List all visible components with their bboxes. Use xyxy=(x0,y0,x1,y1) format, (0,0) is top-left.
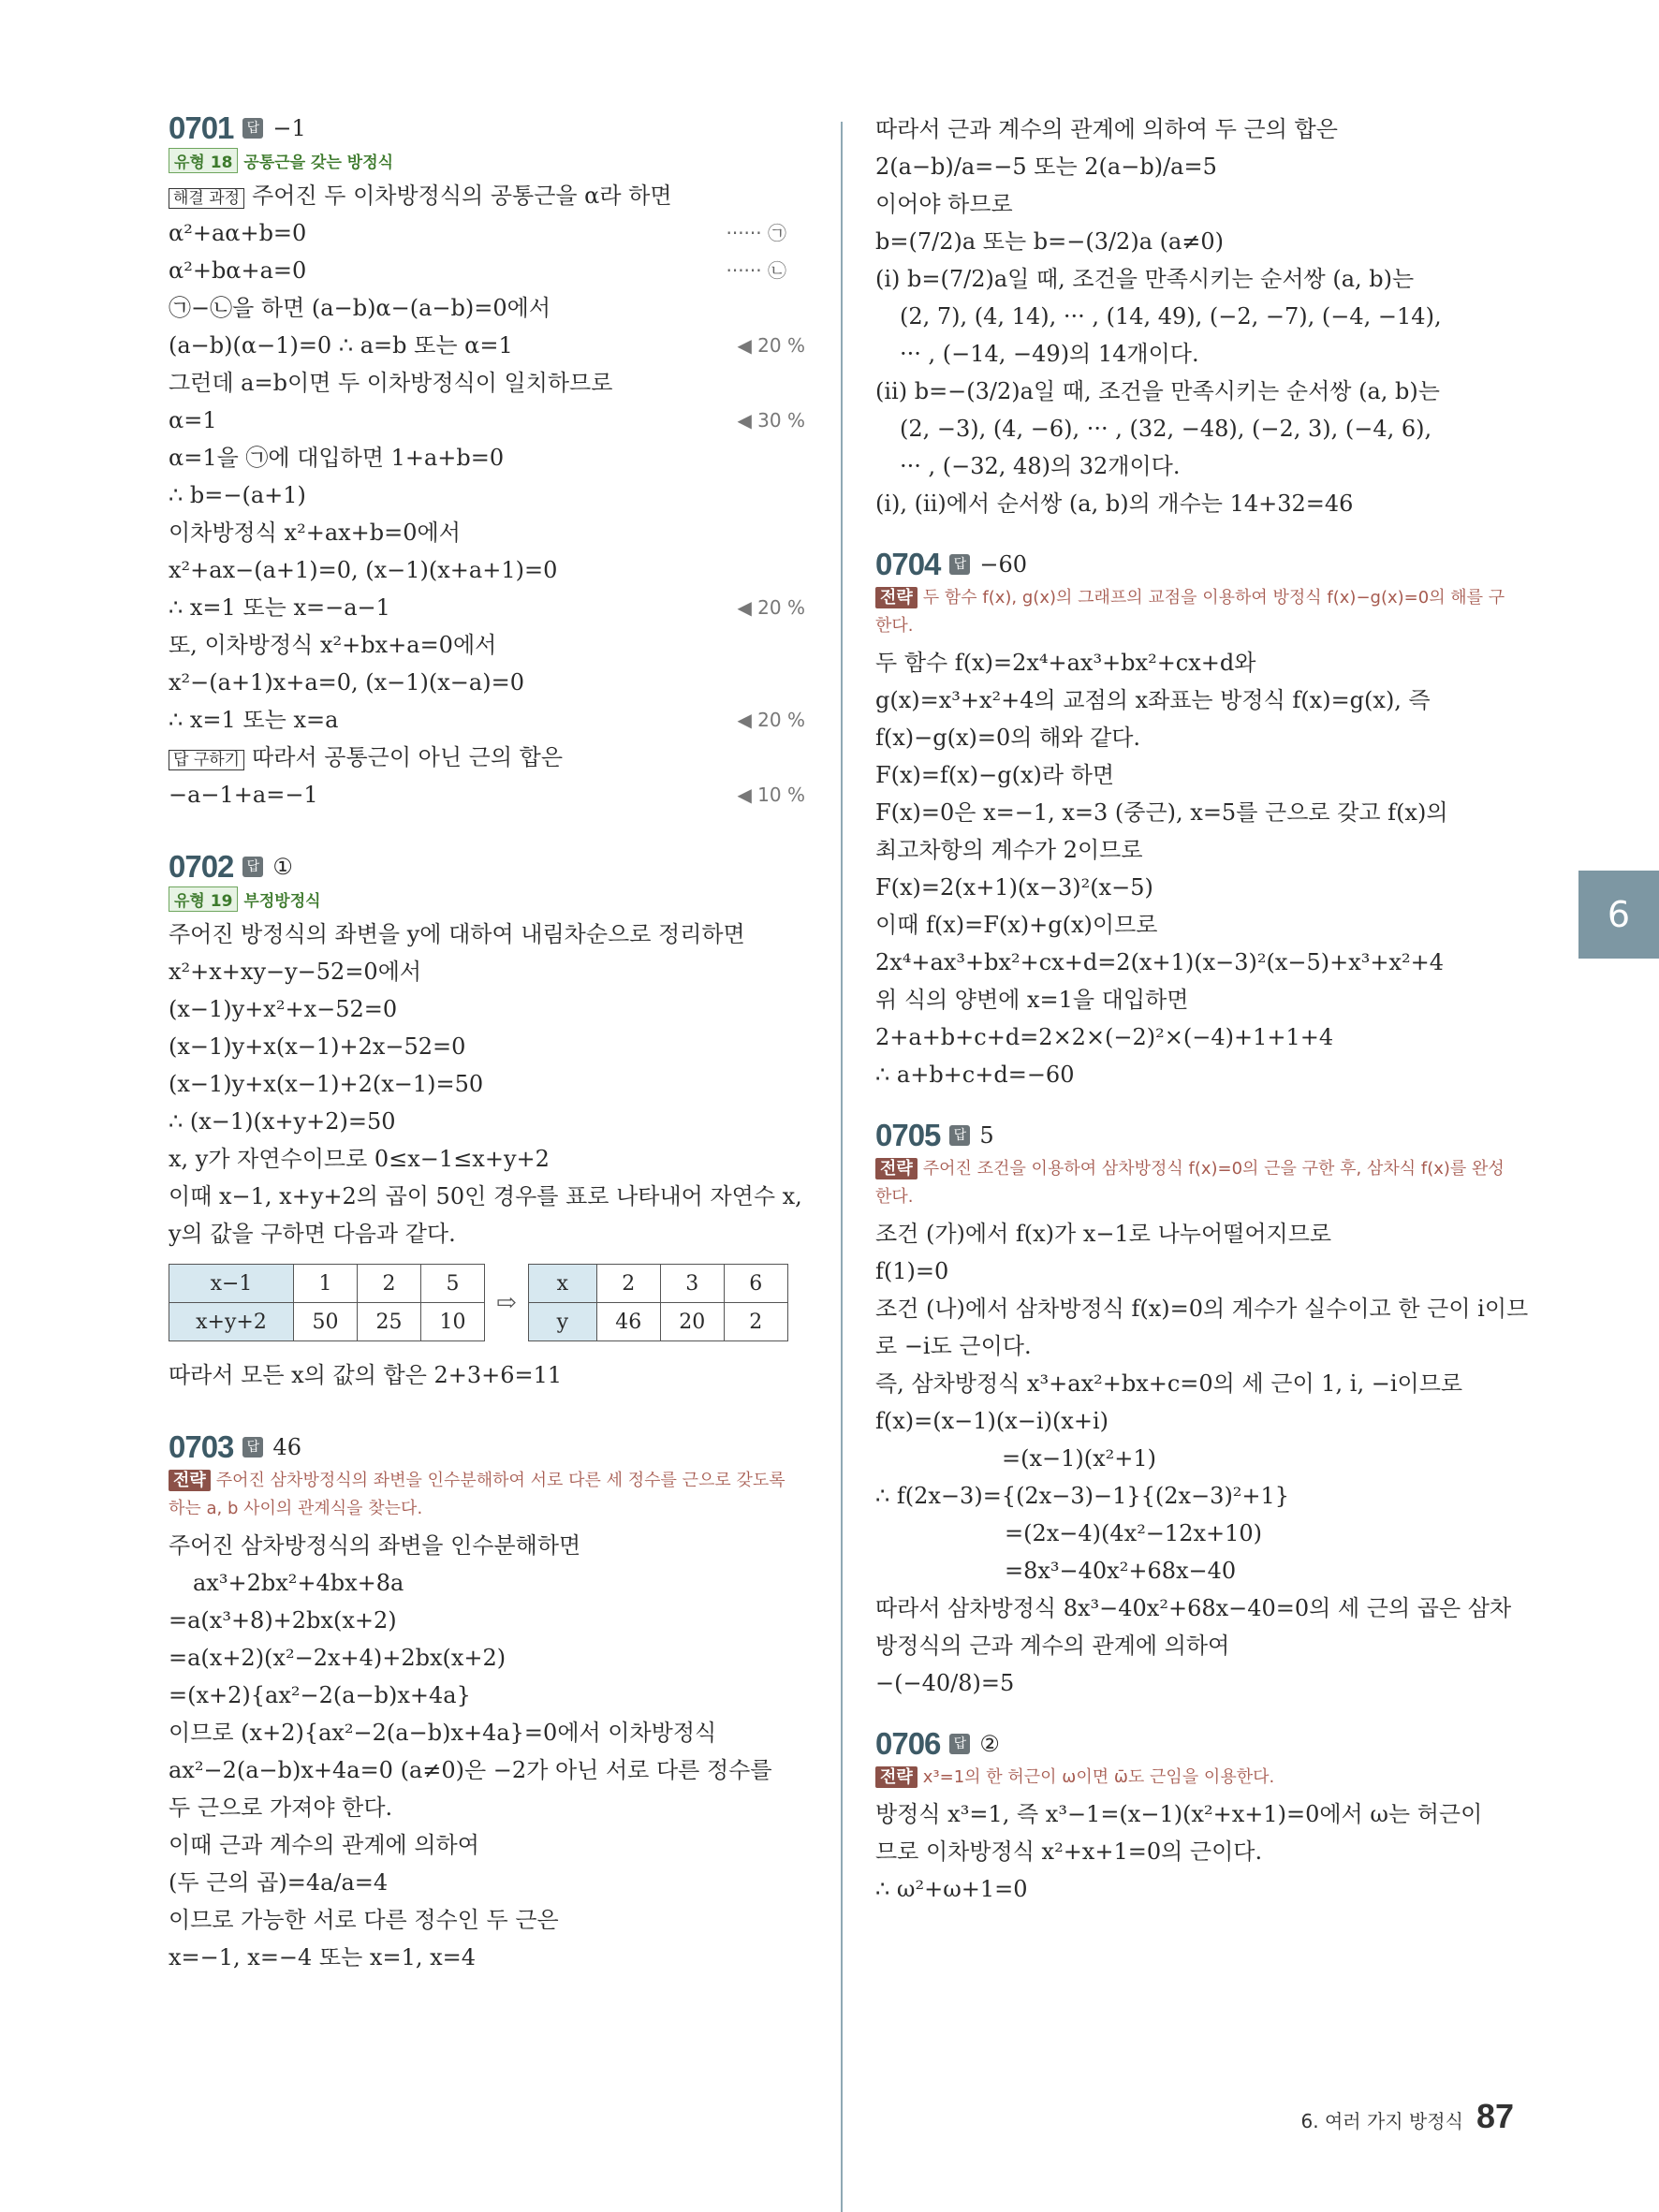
answer-icon: 답 xyxy=(949,1734,970,1754)
solution-line xyxy=(169,476,805,514)
solution-line xyxy=(875,1833,1512,1870)
answer-value: −1 xyxy=(272,115,306,141)
solution-0703 xyxy=(169,1527,805,1976)
solution-0706 xyxy=(875,1795,1512,1908)
problem-number: 0705 xyxy=(875,1118,941,1152)
line-text: 주어진 방정식의 좌변을 y에 대하여 내림차순으로 정리하면 xyxy=(169,921,745,947)
solution-line xyxy=(169,916,805,953)
step-badge-answer: 답 구하기 xyxy=(169,750,244,770)
strategy-note xyxy=(875,584,1512,640)
line-text: (두 근의 곱)=4a/a=4 xyxy=(169,1869,389,1896)
solution-line xyxy=(875,410,1512,447)
strategy-text: 주어진 조건을 이용하여 삼차방정식 f(x)=0의 근을 구한 후, 삼차식 f(x)를 완성한다. xyxy=(875,1159,1505,1207)
right-arrow-icon: ⇨ xyxy=(496,1288,517,1317)
line-text: 방정식 x³=1, 즉 x³−1=(x−1)(x²+x+1)=0에서 ω는 허근이 xyxy=(875,1801,1483,1827)
line-text: 따라서 근과 계수의 관계에 의하여 두 근의 합은 xyxy=(875,116,1338,142)
solution-line xyxy=(169,1564,805,1602)
table-cell: x+y+2 xyxy=(169,1303,294,1341)
line-text: 이때 f(x)=F(x)+g(x)이므로 xyxy=(875,912,1158,938)
line-text: (x−1)y+x(x−1)+2x−52=0 xyxy=(169,1033,466,1060)
table-cell: 20 xyxy=(660,1303,724,1341)
score-percent: ◀ 20 % xyxy=(737,334,805,357)
conclusion-line: 따라서 모든 x의 값의 합은 2+3+6=11 xyxy=(169,1362,563,1388)
solution-line xyxy=(169,1639,805,1677)
line-text: x²−(a+1)x+a=0, (x−1)(x−a)=0 xyxy=(169,669,524,696)
solution-line xyxy=(875,1515,1512,1552)
line-text: x²+x+xy−y−52=0에서 xyxy=(169,959,422,985)
line-text: 주어진 삼차방정식의 좌변을 인수분해하면 xyxy=(169,1532,581,1559)
line-text: b=(7/2)a 또는 b=−(3/2)a (a≠0) xyxy=(875,228,1225,255)
table-cell: y xyxy=(528,1303,596,1341)
line-text: (ⅰ) b=(7/2)a일 때, 조건을 만족시키는 순서쌍 (a, b)는 xyxy=(875,266,1415,292)
line-text: ∴ b=−(a+1) xyxy=(169,482,306,508)
solution-line xyxy=(875,447,1512,485)
solution-line xyxy=(169,1527,805,1564)
line-text: α=1 xyxy=(169,407,217,433)
solution-line xyxy=(875,1215,1512,1252)
solution-line xyxy=(169,1215,805,1252)
solution-line xyxy=(875,906,1512,944)
line-text: x=−1, x=−4 또는 x=1, x=4 xyxy=(169,1944,477,1970)
solution-line xyxy=(169,1140,805,1178)
solution-line xyxy=(169,990,805,1028)
table-cell: 2 xyxy=(596,1265,660,1303)
line-text: F(x)=2(x+1)(x−3)²(x−5) xyxy=(875,874,1153,901)
solution-line xyxy=(169,177,805,214)
solution-line xyxy=(169,1065,805,1103)
solution-line xyxy=(169,664,805,701)
line-text: ㉠−㉡을 하면 (a−b)α−(a−b)=0에서 xyxy=(169,295,551,321)
strategy-note xyxy=(875,1764,1512,1792)
solution-line xyxy=(875,1365,1512,1402)
solution-line xyxy=(875,335,1512,373)
solution-line xyxy=(875,644,1512,681)
solution-line xyxy=(875,831,1512,869)
line-text: 이어야 하므로 xyxy=(875,191,1013,217)
solution-table xyxy=(528,1264,788,1341)
line-text: −(−40/8)=5 xyxy=(875,1670,1015,1696)
line-text: =(2x−4)(4x²−12x+10) xyxy=(1005,1520,1263,1546)
type-badge: 유형 19 xyxy=(169,886,238,912)
table-cell: x xyxy=(528,1265,596,1303)
line-text: =a(x³+8)+2bx(x+2) xyxy=(169,1607,397,1633)
table-cell: 2 xyxy=(724,1303,787,1341)
type-title: 부정방정식 xyxy=(243,892,321,911)
line-text: 방정식의 근과 계수의 관계에 의하여 xyxy=(875,1633,1230,1659)
line-text: 두 함수 f(x)=2x⁴+ax³+bx²+cx+d와 xyxy=(875,650,1256,676)
type-tag xyxy=(169,886,805,912)
line-text: 또, 이차방정식 x²+bx+a=0에서 xyxy=(169,632,497,658)
score-percent: ◀ 20 % xyxy=(737,709,805,731)
line-text: (ⅱ) b=−(3/2)a일 때, 조건을 만족시키는 순서쌍 (a, b)는 xyxy=(875,378,1440,404)
answer-value: 46 xyxy=(272,1434,301,1460)
line-text: (2, −3), (4, −6), ··· , (32, −48), (−2, 3), (−4, 6), xyxy=(900,416,1432,442)
strategy-text: x³=1의 한 허근이 ω이면 ω̄도 근임을 이용한다. xyxy=(922,1767,1275,1787)
solution-line xyxy=(875,944,1512,981)
table-cell: x−1 xyxy=(169,1265,294,1303)
line-text: 주어진 두 이차방정식의 공통근을 α라 하면 xyxy=(252,183,672,209)
solution-line xyxy=(169,364,805,402)
solution-line xyxy=(169,701,805,739)
line-text: 따라서 공통근이 아닌 근의 합은 xyxy=(252,744,564,770)
line-text: =(x+2){ax²−2(a−b)x+4a} xyxy=(169,1682,471,1708)
line-text: (ⅰ), (ⅱ)에서 순서쌍 (a, b)의 개수는 14+32=46 xyxy=(875,491,1354,517)
solution-line xyxy=(875,260,1512,298)
answer-value: ① xyxy=(272,854,293,880)
right-column xyxy=(875,110,1529,1908)
type-badge: 유형 18 xyxy=(169,148,238,173)
solution-line xyxy=(169,1826,805,1864)
answer-value: ② xyxy=(979,1731,1000,1757)
step-badge-solve: 해결 과정 xyxy=(169,188,244,209)
solution-0703-continued xyxy=(875,110,1512,522)
line-text: ··· , (−32, 48)의 32개이다. xyxy=(900,453,1181,479)
line-text: 이므로 가능한 서로 다른 정수인 두 근은 xyxy=(169,1907,559,1933)
line-text: (a−b)(α−1)=0 ∴ a=b 또는 α=1 xyxy=(169,332,513,359)
line-text: ∴ x=1 또는 x=−a−1 xyxy=(169,594,390,621)
solution-line xyxy=(169,327,805,364)
solution-line xyxy=(875,1795,1512,1833)
solution-line xyxy=(875,1018,1512,1056)
solution-0701 xyxy=(169,177,805,813)
solution-line xyxy=(169,1714,805,1751)
answer-icon: 답 xyxy=(949,1125,970,1146)
line-text: 두 근으로 가져야 한다. xyxy=(169,1795,393,1821)
solution-line xyxy=(169,1751,805,1789)
solution-line xyxy=(875,373,1512,410)
line-text: ∴ (x−1)(x+y+2)=50 xyxy=(169,1108,396,1135)
table-cell: 5 xyxy=(421,1265,485,1303)
strategy-text: 두 함수 f(x), g(x)의 그래프의 교점을 이용하여 방정식 f(x)−g(x)=0의 해를 구한다. xyxy=(875,588,1505,636)
line-text: ∴ x=1 또는 x=a xyxy=(169,707,339,733)
solution-line xyxy=(875,1870,1512,1908)
table-cell: 50 xyxy=(294,1303,358,1341)
answer-value: 5 xyxy=(979,1122,994,1149)
strategy-text: 주어진 삼차방정식의 좌변을 인수분해하여 서로 다른 세 정수를 근으로 갖도록 하는 a, b 사이의 관계식을 찾는다. xyxy=(169,1471,785,1518)
solution-line xyxy=(169,252,805,289)
strategy-note xyxy=(169,1467,805,1523)
equation-label: ······ ㉡ xyxy=(726,259,786,282)
factor-table xyxy=(169,1264,485,1341)
solution-line xyxy=(169,776,805,813)
answer-value: −60 xyxy=(979,551,1028,578)
strategy-badge: 전략 xyxy=(875,1158,918,1179)
line-text: 그런데 a=b이면 두 이차방정식이 일치하므로 xyxy=(169,370,613,396)
chapter-title: 6. 여러 가지 방정식 xyxy=(1300,2110,1463,2132)
table-cell: 25 xyxy=(358,1303,421,1341)
line-text: 이므로 (x+2){ax²−2(a−b)x+4a}=0에서 이차방정식 xyxy=(169,1720,717,1746)
solution-line xyxy=(875,869,1512,906)
line-text: α=1을 ㉠에 대입하면 1+a+b=0 xyxy=(169,445,505,471)
solution-line xyxy=(169,1178,805,1215)
solution-line xyxy=(875,1552,1512,1589)
solution-line xyxy=(875,223,1512,260)
line-text: 조건 (나)에서 삼차방정식 f(x)=0의 계수가 실수이고 한 근이 i이므 xyxy=(875,1296,1529,1322)
value-tables xyxy=(169,1264,805,1341)
table-cell: 2 xyxy=(358,1265,421,1303)
line-text: 므로 이차방정식 x²+x+1=0의 근이다. xyxy=(875,1838,1263,1865)
solution-line xyxy=(169,953,805,990)
solution-line xyxy=(875,1290,1529,1327)
type-title: 공통근을 갖는 방정식 xyxy=(243,154,394,172)
problem-number: 0706 xyxy=(875,1726,941,1761)
score-percent: ◀ 10 % xyxy=(737,784,805,806)
solution-line xyxy=(875,756,1512,794)
page-number: 87 xyxy=(1475,2097,1514,2135)
line-text: =(x−1)(x²+1) xyxy=(1002,1445,1157,1472)
answer-icon: 답 xyxy=(242,857,263,877)
line-text: (x−1)y+x²+x−52=0 xyxy=(169,996,398,1022)
line-text: f(x)=(x−1)(x−i)(x+i) xyxy=(875,1408,1108,1434)
solution-line xyxy=(169,551,805,589)
strategy-badge: 전략 xyxy=(169,1470,211,1491)
solution-line xyxy=(169,1901,805,1939)
solution-line xyxy=(875,298,1512,335)
line-text: =8x³−40x²+68x−40 xyxy=(1005,1558,1237,1584)
problem-header-0706 xyxy=(875,1726,1512,1762)
table-cell: 10 xyxy=(421,1303,485,1341)
page-footer xyxy=(1301,2097,1514,2136)
solution-line xyxy=(875,1056,1512,1093)
solution-line xyxy=(875,1440,1512,1477)
solution-line xyxy=(875,148,1512,185)
line-text: ··· , (−14, −49)의 14개이다. xyxy=(900,341,1199,367)
line-text: (x−1)y+x(x−1)+2(x−1)=50 xyxy=(169,1071,484,1097)
line-text: α²+bα+a=0 xyxy=(169,257,307,284)
solution-line xyxy=(169,1602,805,1639)
solution-line xyxy=(875,1664,1512,1702)
solution-line xyxy=(169,289,805,327)
solution-line xyxy=(169,626,805,664)
line-text: ∴ ω²+ω+1=0 xyxy=(875,1876,1028,1902)
solution-line xyxy=(169,402,805,439)
line-text: ∴ f(2x−3)={(2x−3)−1}{(2x−3)²+1} xyxy=(875,1483,1290,1509)
solution-line xyxy=(875,1402,1512,1440)
solution-line xyxy=(875,110,1512,148)
solution-line xyxy=(875,1327,1512,1365)
solution-line xyxy=(875,681,1512,719)
line-text: ax²−2(a−b)x+4a=0 (a≠0)은 −2가 아닌 서로 다른 정수를 xyxy=(169,1757,772,1783)
score-percent: ◀ 30 % xyxy=(737,409,805,432)
strategy-badge: 전략 xyxy=(875,587,918,608)
table-cell: 6 xyxy=(724,1265,787,1303)
score-percent: ◀ 20 % xyxy=(737,596,805,619)
problem-number: 0701 xyxy=(169,110,234,145)
solution-line xyxy=(169,214,805,252)
solution-line xyxy=(875,1252,1512,1290)
line-text: =a(x+2)(x²−2x+4)+2bx(x+2) xyxy=(169,1645,507,1671)
strategy-badge: 전략 xyxy=(875,1766,918,1788)
problem-number: 0702 xyxy=(169,849,234,884)
problem-header-0705 xyxy=(875,1118,1512,1153)
line-text: F(x)=0은 x=−1, x=3 (중근), x=5를 근으로 갖고 f(x)의 xyxy=(875,799,1448,826)
solution-line xyxy=(169,1677,805,1714)
line-text: f(1)=0 xyxy=(875,1258,949,1284)
solution-line xyxy=(169,1789,805,1826)
problem-header-0701 xyxy=(169,110,805,146)
line-text: 로 −i도 근이다. xyxy=(875,1333,1032,1359)
line-text: (2, 7), (4, 14), ··· , (14, 49), (−2, −7), (−4, −14), xyxy=(900,303,1442,330)
line-text: 조건 (가)에서 f(x)가 x−1로 나누어떨어지므로 xyxy=(875,1221,1332,1247)
line-text: 최고차항의 계수가 2이므로 xyxy=(875,837,1143,863)
solution-line xyxy=(169,439,805,476)
line-text: α²+aα+b=0 xyxy=(169,220,307,246)
chapter-side-tab: 6 xyxy=(1578,871,1659,959)
solution-line xyxy=(875,1477,1512,1515)
solution-line xyxy=(169,1939,805,1976)
answer-icon: 답 xyxy=(242,1437,263,1458)
solution-line xyxy=(875,794,1512,831)
answer-icon: 답 xyxy=(242,118,263,139)
line-text: ∴ a+b+c+d=−60 xyxy=(875,1062,1075,1088)
line-text: 이때 근과 계수의 관계에 의하여 xyxy=(169,1832,479,1858)
line-text: 이차방정식 x²+ax+b=0에서 xyxy=(169,520,461,546)
problem-number: 0704 xyxy=(875,547,941,581)
line-text: ax³+2bx²+4bx+8a xyxy=(193,1570,404,1596)
line-text: y의 값을 구하면 다음과 같다. xyxy=(169,1221,456,1247)
line-text: 따라서 삼차방정식 8x³−40x²+68x−40=0의 세 근의 곱은 삼차 xyxy=(875,1595,1512,1621)
problem-header-0702 xyxy=(169,849,805,885)
solution-line xyxy=(169,1864,805,1901)
solution-line xyxy=(169,514,805,551)
solution-line xyxy=(169,1028,805,1065)
type-tag xyxy=(169,148,805,173)
line-text: g(x)=x³+x²+4의 교점의 x좌표는 방정식 f(x)=g(x), 즉 xyxy=(875,687,1431,713)
equation-label: ······ ㉠ xyxy=(726,222,786,244)
solution-0702 xyxy=(169,916,805,1252)
solution-line xyxy=(169,589,805,626)
solution-line xyxy=(169,1103,805,1140)
solution-0704 xyxy=(875,644,1512,1093)
solution-line xyxy=(875,185,1512,223)
answer-icon: 답 xyxy=(949,554,970,575)
line-text: 2+a+b+c+d=2×2×(−2)²×(−4)+1+1+4 xyxy=(875,1024,1334,1050)
problem-header-0703 xyxy=(169,1429,805,1465)
line-text: 위 식의 양변에 x=1을 대입하면 xyxy=(875,987,1189,1013)
line-text: 2(a−b)/a=−5 또는 2(a−b)/a=5 xyxy=(875,154,1217,180)
table-cell: 3 xyxy=(660,1265,724,1303)
solution-line xyxy=(875,981,1512,1018)
line-text: 이때 x−1, x+y+2의 곱이 50인 경우를 표로 나타내어 자연수 x, xyxy=(169,1183,802,1209)
table-cell: 1 xyxy=(294,1265,358,1303)
line-text: −a−1+a=−1 xyxy=(169,782,318,808)
problem-header-0704 xyxy=(875,547,1512,582)
line-text: x²+ax−(a+1)=0, (x−1)(x+a+1)=0 xyxy=(169,557,558,583)
solution-line xyxy=(875,1589,1512,1627)
solution-line xyxy=(169,739,805,776)
solution-0705 xyxy=(875,1215,1529,1702)
strategy-note xyxy=(875,1155,1512,1211)
solution-line xyxy=(875,719,1512,756)
line-text: 즉, 삼차방정식 x³+ax²+bx+c=0의 세 근이 1, i, −i이므로 xyxy=(875,1370,1463,1397)
solution-line xyxy=(875,485,1512,522)
column-divider xyxy=(841,122,843,2212)
line-text: x, y가 자연수이므로 0≤x−1≤x+y+2 xyxy=(169,1146,550,1172)
left-column xyxy=(169,110,805,1976)
line-text: 2x⁴+ax³+bx²+cx+d=2(x+1)(x−3)²(x−5)+x³+x²+4 xyxy=(875,949,1445,975)
line-text: f(x)−g(x)=0의 해와 같다. xyxy=(875,725,1141,751)
line-text: F(x)=f(x)−g(x)라 하면 xyxy=(875,762,1115,788)
table-cell: 46 xyxy=(596,1303,660,1341)
solution-line xyxy=(875,1627,1512,1664)
problem-number: 0703 xyxy=(169,1429,234,1464)
